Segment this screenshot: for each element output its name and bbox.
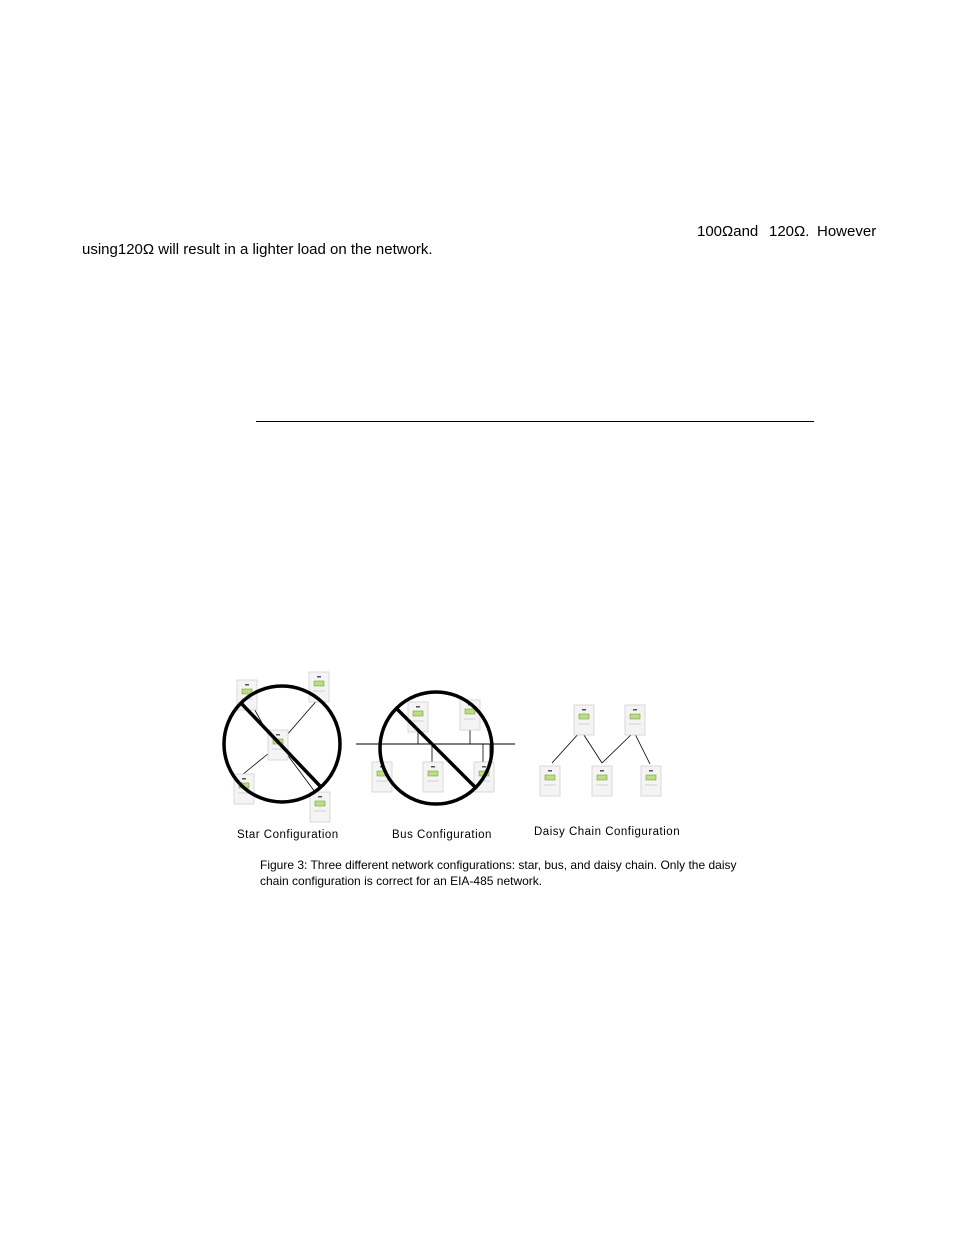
thermostat-device	[310, 792, 330, 822]
thermostat-device	[641, 766, 661, 796]
star-configuration-label: Star Configuration	[237, 829, 339, 841]
caption-line: Figure 3: Three different network configurations: star, bus, and daisy chain. Only the daisy	[260, 858, 737, 872]
star-configuration	[224, 672, 340, 822]
figure-caption	[260, 857, 740, 889]
daisy-chain-configuration	[540, 705, 661, 796]
thermostat-device	[408, 702, 428, 732]
thermostat-device	[540, 766, 560, 796]
daisy-chain-configuration-label: Daisy Chain Configuration	[534, 826, 681, 838]
caption-line: chain configuration is correct for an EIA-485 network.	[260, 874, 543, 888]
thermostat-device	[592, 766, 612, 796]
bus-configuration	[356, 692, 515, 804]
prohibited-slash	[240, 702, 320, 786]
paragraph-word: However	[817, 223, 877, 240]
network-configurations-figure	[220, 668, 720, 823]
thermostat-device	[574, 705, 594, 735]
thermostat-device	[423, 762, 443, 792]
network-diagram	[220, 668, 720, 823]
thermostat-device	[625, 705, 645, 735]
horizontal-rule	[256, 421, 814, 422]
paragraph-word: 100Ωand	[697, 223, 759, 240]
paragraph-line-2: using120Ω will result in a lighter load on the network.	[82, 241, 433, 258]
bus-configuration-label: Bus Configuration	[392, 829, 492, 841]
paragraph-word: 120Ω.	[769, 223, 810, 240]
